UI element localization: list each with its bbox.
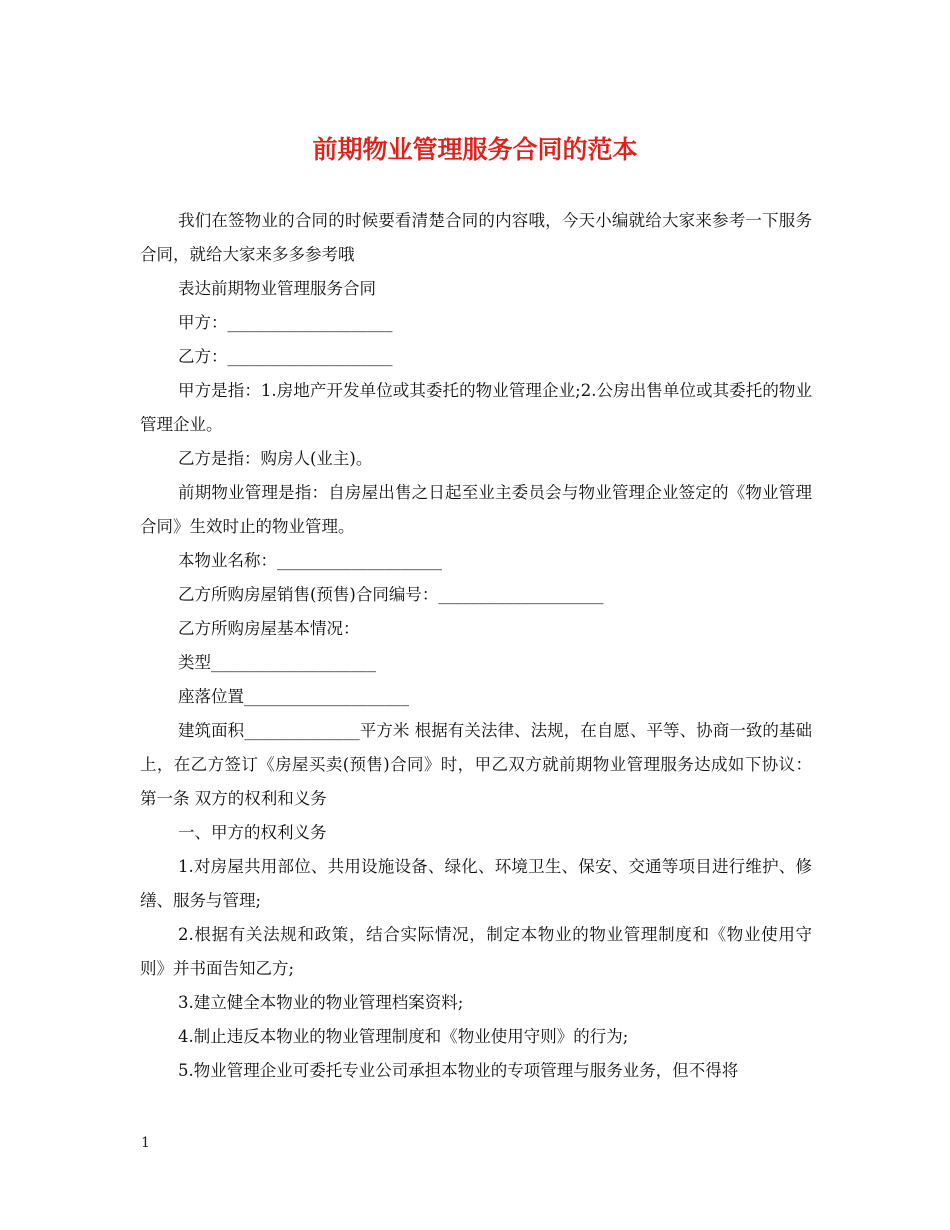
area-paragraph bbox=[140, 714, 812, 816]
property-name-label: 本物业名称： bbox=[178, 551, 277, 570]
document-title: 前期物业管理服务合同的范本 bbox=[312, 135, 638, 164]
area-label: 建筑面积 bbox=[178, 721, 245, 740]
contract-number-line bbox=[140, 578, 812, 612]
party-b-line bbox=[140, 340, 812, 374]
document-body bbox=[140, 204, 812, 1088]
contract-subtitle: 表达前期物业管理服务合同 bbox=[178, 279, 376, 298]
contract-number-label: 乙方所购房屋销售(预售)合同编号： bbox=[178, 585, 439, 604]
party-b-label: 乙方： bbox=[178, 347, 228, 366]
house-type-blank: ____________________ bbox=[211, 653, 376, 672]
property-name-line bbox=[140, 544, 812, 578]
clause-item-3: 3.建立健全本物业的物业管理档案资料; bbox=[178, 993, 464, 1012]
party-a-label: 甲方： bbox=[178, 313, 228, 332]
clause-item-4: 4.制止违反本物业的物业管理制度和《物业使用守则》的行为; bbox=[178, 1027, 629, 1046]
location-blank: ____________________ bbox=[244, 687, 409, 706]
house-type-label: 类型 bbox=[178, 653, 211, 672]
house-info-heading: 乙方所购房屋基本情况： bbox=[178, 619, 360, 638]
party-b-definition: 乙方是指：购房人(业主)。 bbox=[178, 449, 373, 468]
house-type-line bbox=[140, 646, 812, 680]
area-blank: ______________ bbox=[244, 721, 360, 740]
location-label: 座落位置 bbox=[178, 687, 244, 706]
area-rest-text: 平方米 根据有关法律、法规，在自愿、平等、协商一致的基础上，在乙方签订《房屋买卖(预售)合同》时，甲乙双方就前期物业管理服务达成如下协议： 第一条 双方的权利和义务 bbox=[140, 721, 812, 808]
party-a-definition: 甲方是指：1.房地产开发单位或其委托的物业管理企业;2.公房出售单位或其委托的物业管理企业。 bbox=[140, 381, 812, 434]
location-line bbox=[140, 680, 812, 714]
intro-paragraph: 我们在签物业的合同的时候要看清楚合同的内容哦，今天小编就给大家来参考一下服务合同，就给大家来多多参考哦 bbox=[140, 211, 812, 264]
page-number: 1 bbox=[141, 1135, 150, 1151]
property-name-blank: ____________________ bbox=[277, 551, 442, 570]
clause-item-1: 1.对房屋共用部位、共用设施设备、绿化、环境卫生、保安、交通等项目进行维护、修缮、服务与管理; bbox=[140, 857, 812, 910]
clause-item-5: 5.物业管理企业可委托专业公司承担本物业的专项管理与服务业务，但不得将 bbox=[178, 1061, 739, 1080]
section-one-heading: 一、甲方的权利义务 bbox=[178, 823, 327, 842]
contract-number-blank: ____________________ bbox=[438, 585, 604, 604]
party-b-blank: ____________________ bbox=[227, 347, 393, 366]
clause-item-2: 2.根据有关法规和政策，结合实际情况，制定本物业的物业管理制度和《物业使用守则》并书面告知乙方; bbox=[140, 925, 812, 978]
early-management-definition: 前期物业管理是指：自房屋出售之日起至业主委员会与物业管理企业签定的《物业管理合同》生效时止的物业管理。 bbox=[140, 483, 812, 536]
party-a-blank: ____________________ bbox=[227, 313, 393, 332]
party-a-line bbox=[140, 306, 812, 340]
